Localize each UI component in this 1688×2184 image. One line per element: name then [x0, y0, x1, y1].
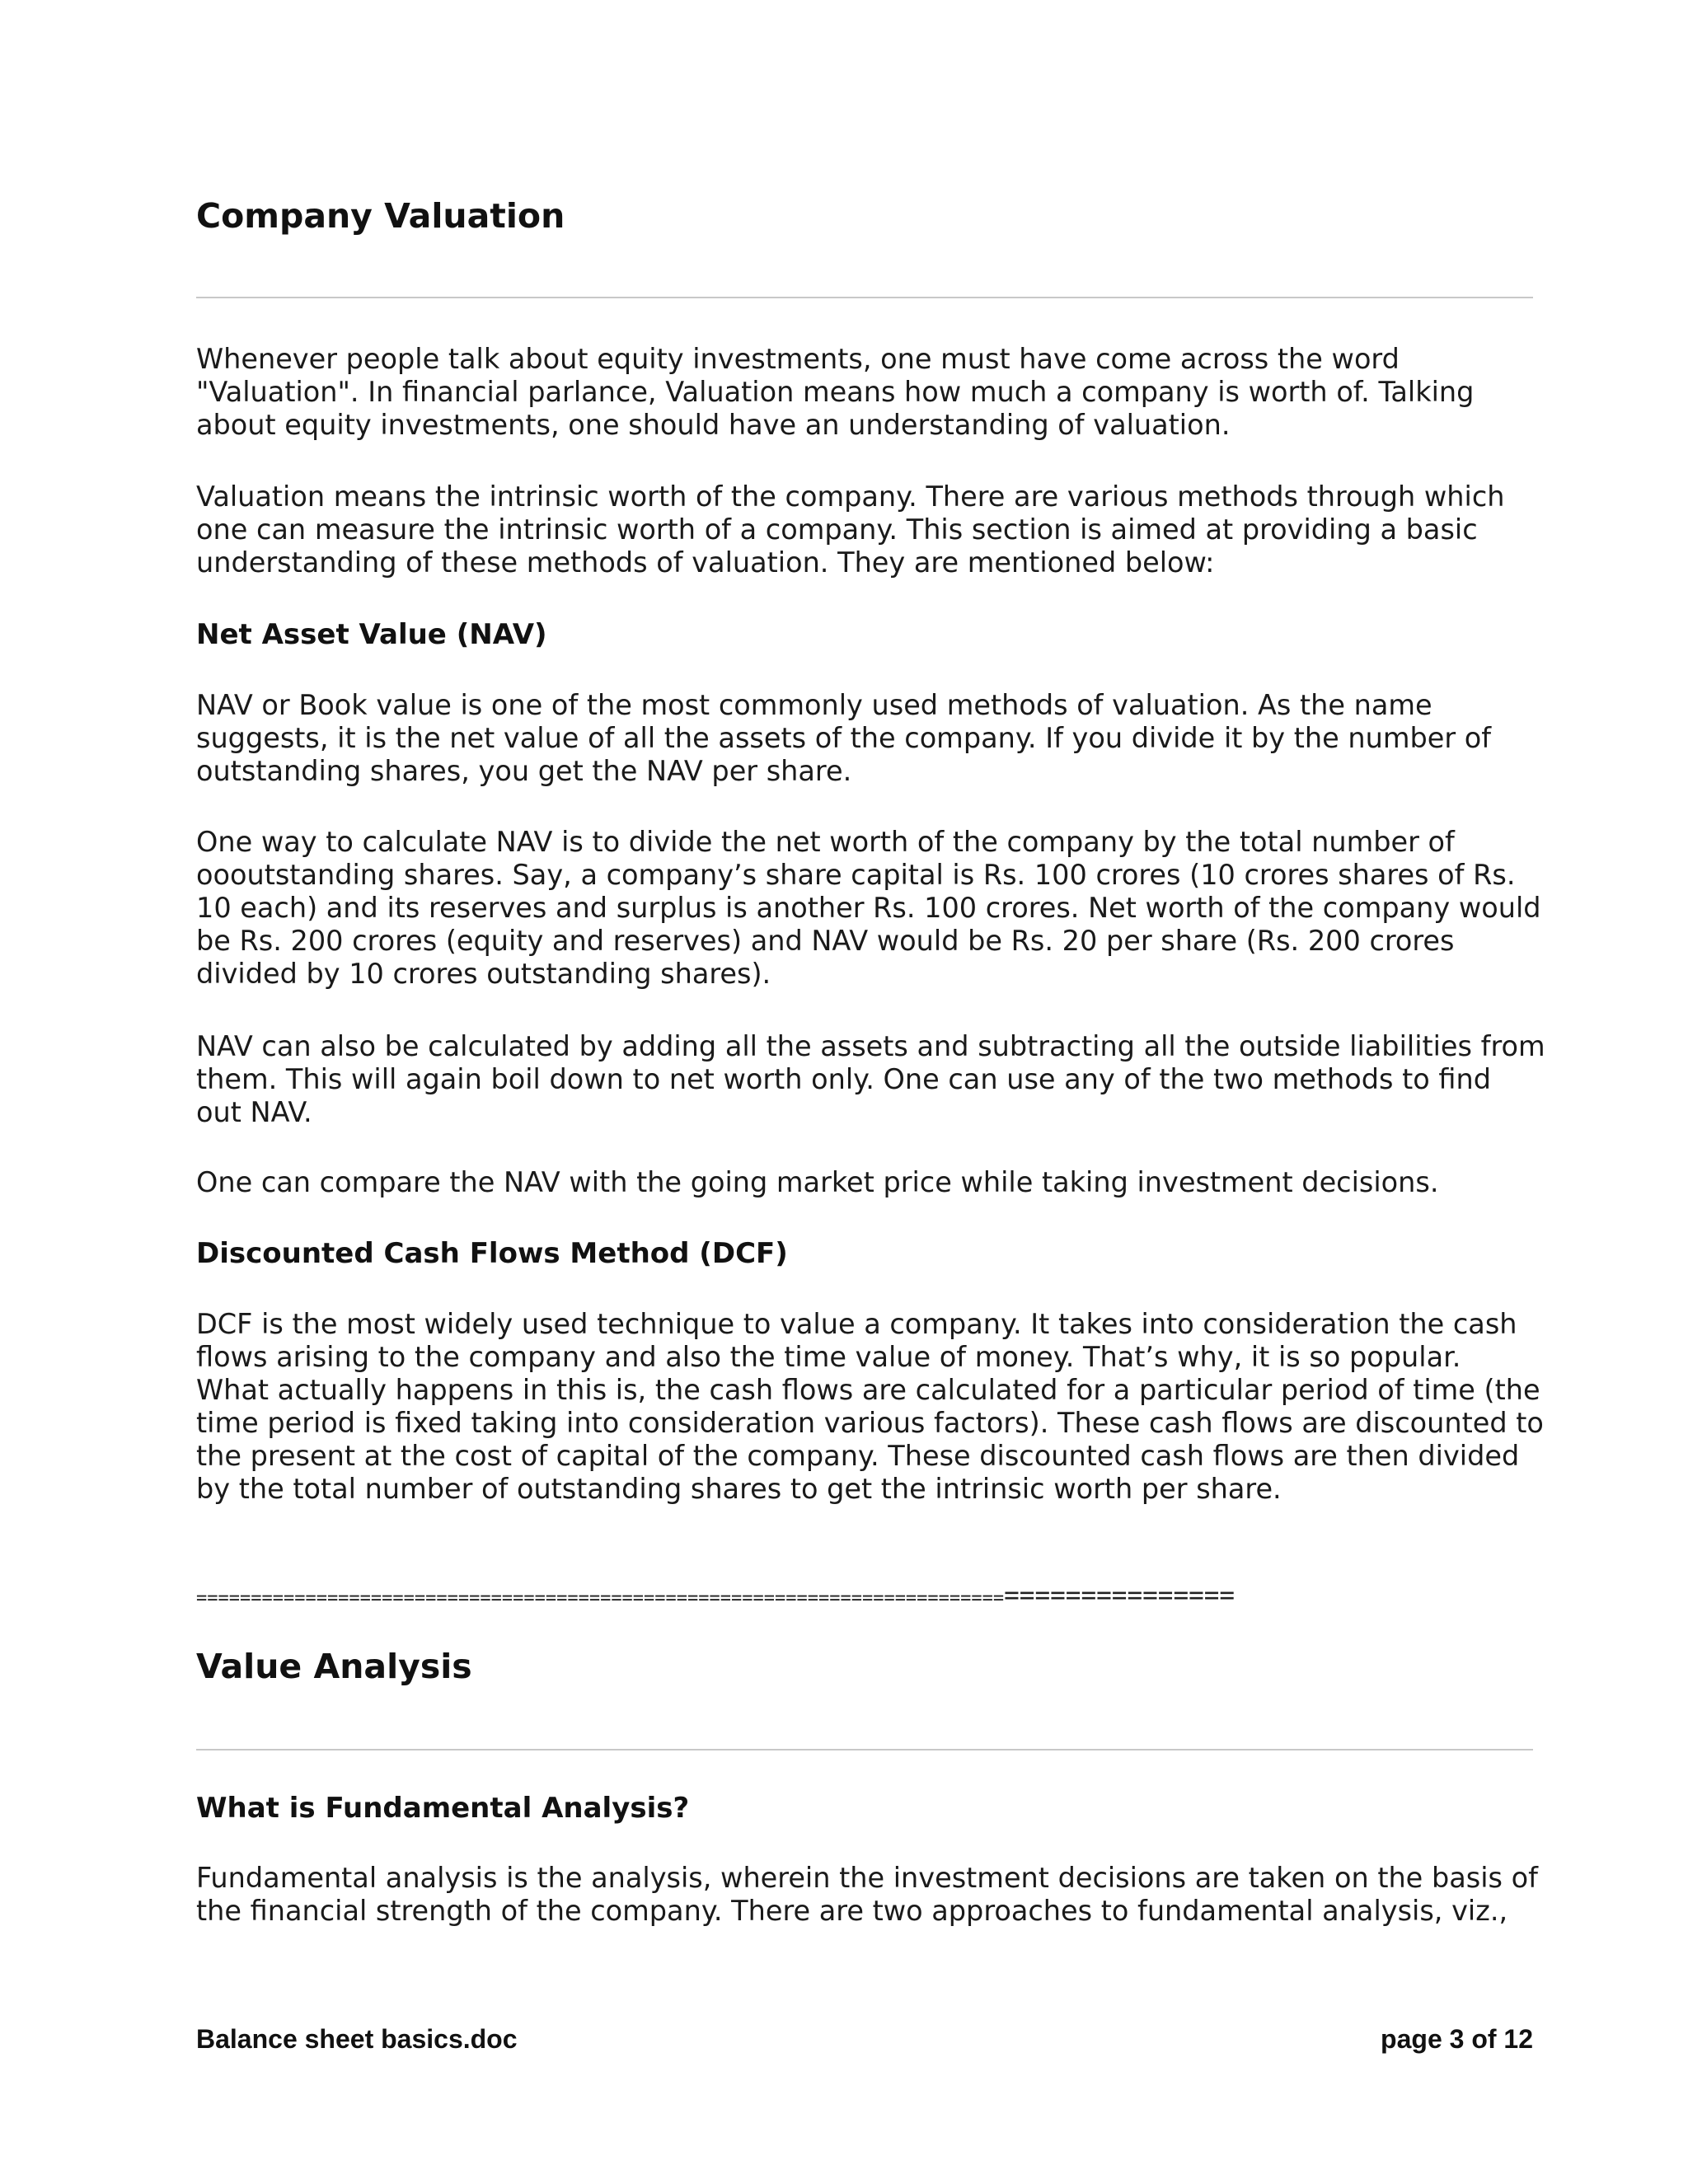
text-line: by the total number of outstanding shares to get the intrinsic worth per share.: [196, 1473, 1282, 1505]
footer-page-number: page 3 of 12: [1381, 2024, 1533, 2054]
text-line: NAV can also be calculated by adding all the assets and subtracting all the outside liabilities from: [196, 1030, 1545, 1062]
section-divider: [196, 297, 1533, 298]
paragraph-nav-4: [196, 1166, 1439, 1199]
text-line: flows arising to the company and also the time value of money. That’s why, it is so popular.: [196, 1341, 1461, 1373]
text-line: Fundamental analysis is the analysis, wherein the investment decisions are taken on the basis of: [196, 1862, 1538, 1894]
text-line: Valuation means the intrinsic worth of the company. There are various methods through which: [196, 480, 1505, 513]
text-line: the present at the cost of capital of the company. These discounted cash flows are then divided: [196, 1440, 1520, 1472]
text-line: One way to calculate NAV is to divide the net worth of the company by the total number of: [196, 826, 1455, 858]
text-line: understanding of these methods of valuation. They are mentioned below:: [196, 546, 1215, 579]
text-line: about equity investments, one should have an understanding of valuation.: [196, 409, 1231, 441]
text-line: divided by 10 crores outstanding shares).: [196, 958, 771, 990]
text-line: be Rs. 200 crores (equity and reserves) and NAV would be Rs. 20 per share (Rs. 200 crores: [196, 925, 1455, 957]
paragraph-nav-2: [196, 826, 1541, 991]
text-line: the financial strength of the company. There are two approaches to fundamental analysis, viz.,: [196, 1895, 1508, 1927]
footer-filename: Balance sheet basics.doc: [196, 2024, 518, 2054]
text-line: "Valuation". In financial parlance, Valuation means how much a company is worth of. Talking: [196, 376, 1475, 408]
text-line: outstanding shares, you get the NAV per share.: [196, 755, 852, 787]
equals-separator: [196, 1581, 1533, 1614]
paragraph-nav-3: [196, 1030, 1545, 1129]
subheading-dcf: Discounted Cash Flows Method (DCF): [196, 1237, 788, 1270]
text-line: them. This will again boil down to net worth only. One can use any of the two methods to find: [196, 1063, 1491, 1095]
paragraph-intro-1: [196, 343, 1474, 442]
subheading-nav: Net Asset Value (NAV): [196, 618, 547, 651]
subheading-fundamental-analysis: What is Fundamental Analysis?: [196, 1792, 690, 1825]
text-line: DCF is the most widely used technique to value a company. It takes into consideration the cash: [196, 1308, 1517, 1340]
text-line: NAV or Book value is one of the most commonly used methods of valuation. As the name: [196, 689, 1432, 721]
text-line: one can measure the intrinsic worth of a company. This section is aimed at providing a basic: [196, 513, 1478, 546]
paragraph-intro-2: [196, 480, 1504, 579]
text-line: 10 each) and its reserves and surplus is another Rs. 100 crores. Net worth of the company would: [196, 892, 1541, 924]
document-page: [196, 0, 1545, 2184]
text-line: One can compare the NAV with the going market price while taking investment decisions.: [196, 1166, 1439, 1198]
section-divider: [196, 1749, 1533, 1750]
section-title-company-valuation: Company Valuation: [196, 196, 565, 236]
separator-text: ==========================================================================: [196, 1588, 1005, 1609]
text-line: time period is fixed taking into consideration various factors). These cash flows are discounted to: [196, 1407, 1544, 1439]
text-line: suggests, it is the net value of all the assets of the company. If you divide it by the number of: [196, 722, 1492, 754]
paragraph-nav-1: [196, 689, 1491, 788]
text-line: out NAV.: [196, 1096, 312, 1128]
text-line: Whenever people talk about equity investments, one must have come across the word: [196, 343, 1400, 375]
separator-tail-text: ===============: [1004, 1581, 1236, 1610]
paragraph-dcf-1: [196, 1308, 1544, 1506]
text-line: oooutstanding shares. Say, a company’s share capital is Rs. 100 crores (10 crores shares of Rs.: [196, 859, 1516, 891]
paragraph-fa-1: [196, 1862, 1538, 1928]
text-line: What actually happens in this is, the cash flows are calculated for a particular period of time (the: [196, 1374, 1540, 1406]
section-title-value-analysis: Value Analysis: [196, 1647, 472, 1686]
